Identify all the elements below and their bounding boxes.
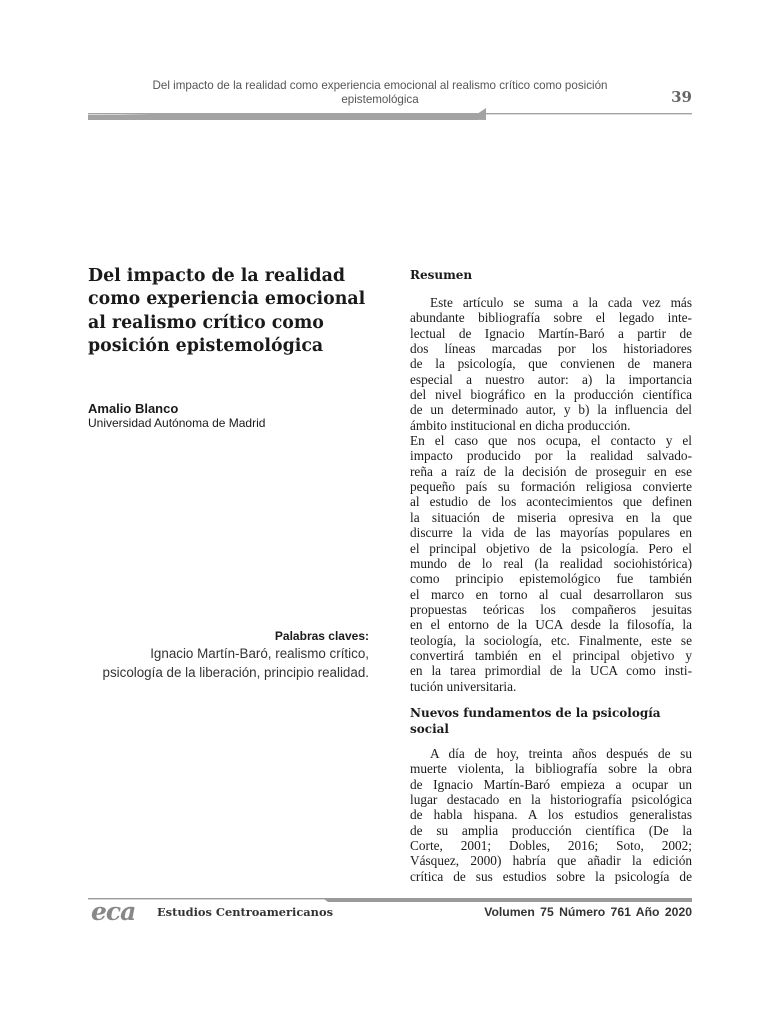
running-head: Del impacto de la realidad como experiencia emocional al realismo crítico como posición epistemológica [152, 79, 608, 106]
abstract-line: pequeño país su formación religiosa convierte [410, 479, 692, 495]
abstract-line: de la psicología, que convienen de manera [410, 356, 692, 372]
page-number: 39 [671, 88, 692, 106]
abstract-line: En el caso que nos ocupa, el contacto y el [410, 433, 692, 449]
issue-info: Volumen 75 Número 761 Año 2020 [484, 905, 692, 919]
abstract-line: discurre la vida de las mayorías populares en [410, 525, 692, 541]
abstract-line: lectual de Ignacio Martín-Baró a partir de [410, 325, 692, 341]
abstract-line: el principal objetivo de la psicología. Pero el [410, 540, 692, 556]
abstract-line: reña a raíz de la decisión de proseguir en ese [410, 463, 692, 479]
abstract-line: como principio epistemológico fue también [410, 571, 692, 587]
abstract-line: impacto producido por la realidad salvado- [410, 448, 692, 464]
section-heading: Nuevos fundamentos de la psicología social [410, 706, 661, 736]
section-line: muerte violenta, la bibliografía sobre la obra [410, 761, 692, 777]
abstract-line: convertirá también en el principal objetivo y [410, 647, 692, 663]
abstract-line: propuestas teóricas los compañeros jesuitas [410, 601, 692, 617]
section-body [410, 746, 692, 884]
abstract-line: ámbito institucional en dicha producción. [410, 417, 631, 433]
abstract-line: teología, la sociología, etc. Finalmente, este se [410, 632, 692, 648]
abstract-line: la situación de miseria opresiva en la que [410, 509, 692, 525]
article-title: Del impacto de la realidad como experiencia emocional al realismo crítico como posición epistemológica [88, 266, 366, 357]
abstract-body [410, 295, 692, 694]
abstract-heading: Resumen [410, 268, 473, 282]
abstract-line: abundante bibliografía sobre el legado inte- [410, 310, 692, 326]
author-affiliation: Universidad Autónoma de Madrid [88, 416, 266, 430]
abstract-line: dos líneas marcadas por los historiadores [410, 341, 692, 357]
section-line: de Ignacio Martín-Baró empieza a ocupar un [410, 776, 692, 792]
journal-logo: eca [91, 897, 136, 926]
section-line: lugar destacado en la historiografía psicológica [410, 792, 692, 808]
section-line: de su amplia producción científica (De la [410, 822, 692, 838]
abstract-line: tución universitaria. [410, 678, 517, 694]
section-line: de habla hispana. A los estudios generalistas [410, 807, 692, 823]
abstract-line: Este artículo se suma a la cada vez más [430, 295, 692, 310]
section-line: Corte, 2001; Dobles, 2016; Soto, 2002; [410, 838, 692, 854]
abstract-line: al estudio de los acontecimientos que definen [410, 494, 692, 510]
journal-name: Estudios Centroamericanos [157, 905, 333, 919]
abstract-line: el marco en torno al cual desarrollaron sus [410, 586, 692, 602]
abstract-line: especial a nuestro autor: a) la importancia [410, 371, 692, 387]
section-line: A día de hoy, treinta años después de su [430, 746, 692, 761]
section-line: Vásquez, 2000) habría que añadir la edición [410, 853, 692, 869]
abstract-line: del nivel biográfico en la producción científica [410, 387, 692, 403]
author-name: Amalio Blanco [88, 401, 179, 416]
keywords-text: Ignacio Martín-Baró, realismo crítico, psicología de la liberación, principio realidad. [102, 646, 369, 680]
abstract-line: de un determinado autor, y b) la influencia del [410, 402, 692, 418]
abstract-line: en el entorno de la UCA desde la filosofía, la [410, 617, 692, 633]
abstract-line: mundo de lo real (la realidad sociohistórica) [410, 555, 692, 571]
section-line: crítica de sus estudios sobre la psicología de [410, 868, 692, 884]
abstract-line: en la tarea primordial de la UCA como insti- [410, 663, 692, 679]
keywords-label: Palabras claves: [274, 629, 369, 643]
header-rule [88, 108, 692, 120]
